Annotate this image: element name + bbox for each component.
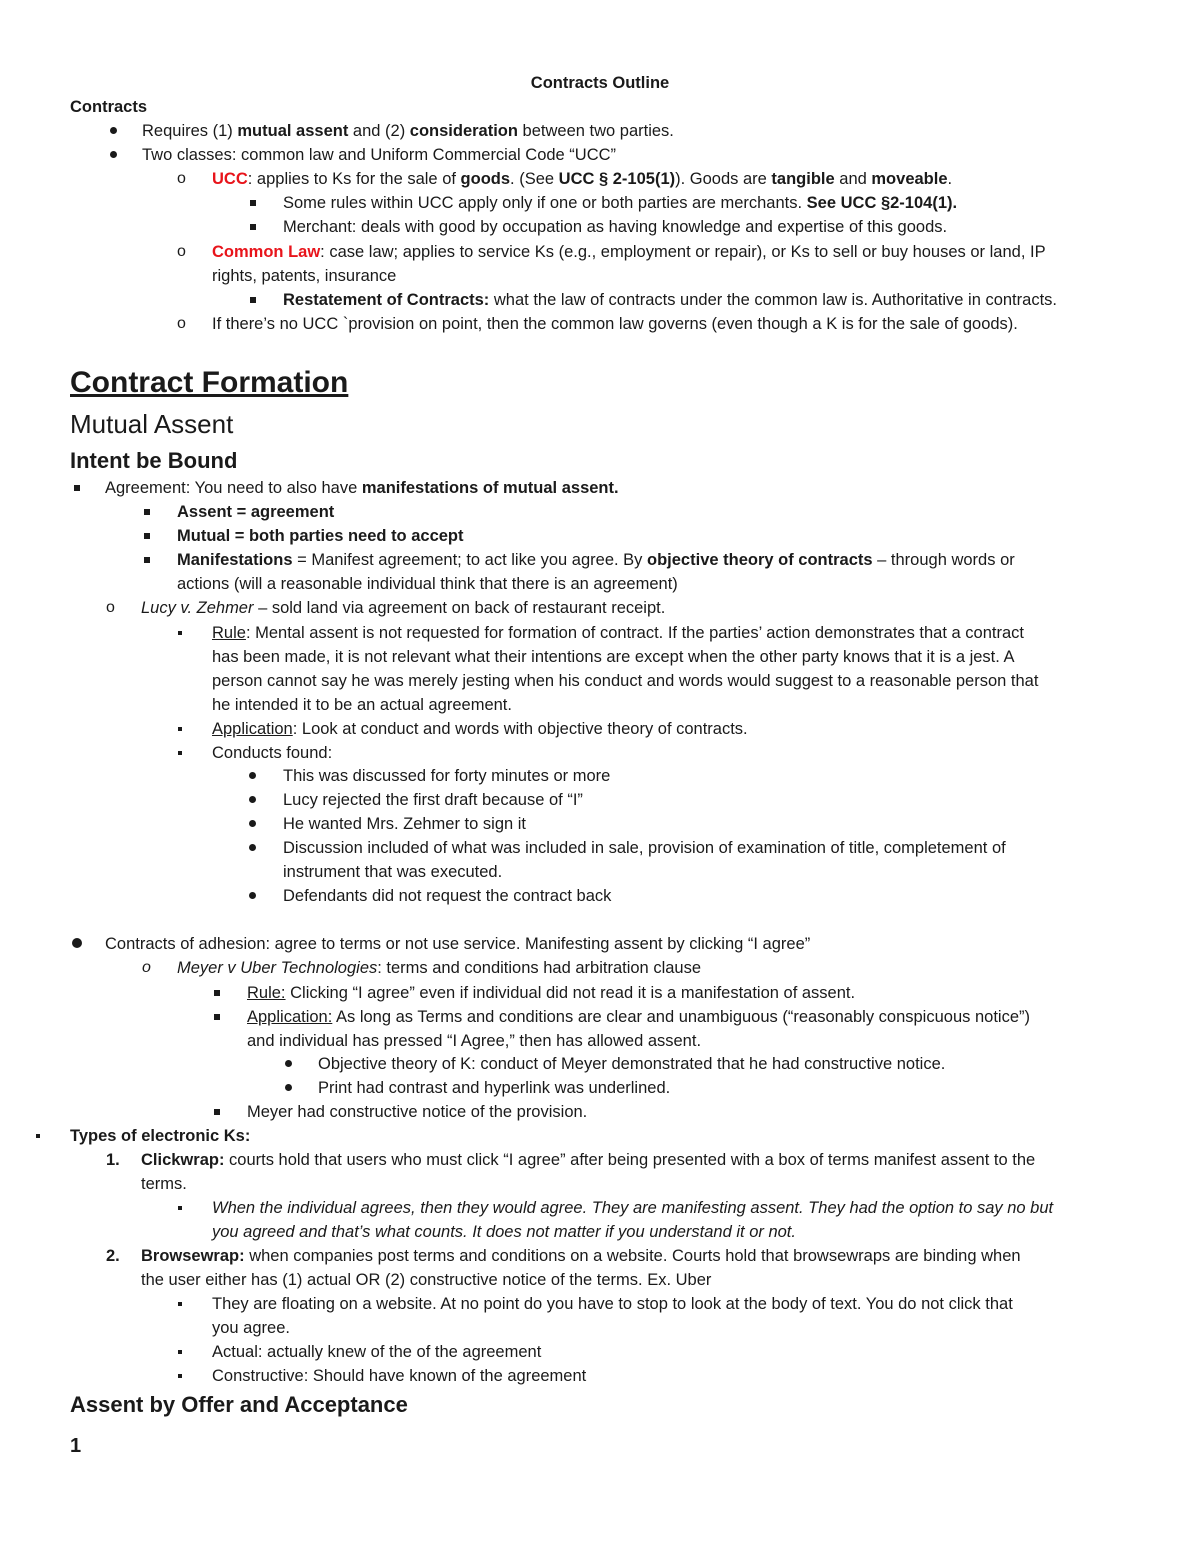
conduct-item: He wanted Mrs. Zehmer to sign it (283, 815, 527, 833)
clickwrap-note-2: you agreed and that’s what counts. It does not matter if you understand it or not. (212, 1223, 796, 1241)
square-bullet-icon (74, 485, 80, 491)
square-bullet-icon (250, 297, 256, 303)
tiny-bullet-icon (178, 727, 182, 731)
tiny-bullet-icon (178, 1374, 182, 1378)
bullet-icon (249, 820, 256, 827)
tiny-bullet-icon (178, 751, 182, 755)
bullet-icon (110, 151, 117, 158)
conducts-found-line: Conducts found: (212, 744, 333, 762)
conduct-item: Discussion included of what was included in sale, provision of examination of title, completement of (283, 839, 1006, 857)
floating-line-1: They are floating on a website. At no point do you have to stop to look at the body of text. You do not click that (212, 1295, 1013, 1313)
common-law-line: Common Law: case law; applies to service Ks (e.g., employment or repair), or Ks to sell or buy houses or land, IP (212, 243, 1046, 261)
browsewrap-line-2: the user either has (1) actual OR (2) constructive notice of the terms. Ex. Uber (141, 1271, 712, 1289)
lucy-case-line: Lucy v. Zehmer – sold land via agreement on back of restaurant receipt. (141, 599, 666, 617)
bullet-icon (285, 1060, 292, 1067)
clickwrap-line: Clickwrap: courts hold that users who must click “I agree” after being presented with a box of terms manifest assent to the (141, 1151, 1036, 1169)
bullet-icon (249, 892, 256, 899)
page-number: 1 (70, 1435, 82, 1457)
section-heading-contracts: Contracts (70, 98, 148, 116)
circle-bullet-icon: o (177, 243, 186, 260)
conduct-item-continued: instrument that was executed. (283, 863, 503, 881)
meyer-application-line-2: and individual has pressed “I Agree,” then has allowed assent. (247, 1032, 702, 1050)
bullet-icon (72, 938, 82, 948)
bullet-icon (249, 796, 256, 803)
manifestations-line-2: actions (will a reasonable individual think that there is an agreement) (177, 575, 678, 593)
browsewrap-line: Browsewrap: when companies post terms and conditions on a website. Courts hold that browsewraps are binding when (141, 1247, 1021, 1265)
lucy-rule-line-3: person cannot say he was merely jesting when his conduct and words would suggest to a reasonable person that (212, 672, 1039, 690)
conduct-item: Defendants did not request the contract back (283, 887, 612, 905)
circle-bullet-icon: o (177, 315, 186, 332)
circle-bullet-icon: o (142, 959, 151, 976)
page-title: Contracts Outline (530, 74, 670, 92)
lucy-rule-line-1: Rule: Mental assent is not requested for formation of contract. If the parties’ action demonstrates that a contract (212, 624, 1024, 642)
meyer-case-line: Meyer v Uber Technologies: terms and conditions had arbitration clause (177, 959, 702, 977)
square-bullet-icon (250, 224, 256, 230)
mutual-definition: Mutual = both parties need to accept (177, 527, 464, 545)
restatement-line: Restatement of Contracts: what the law of contracts under the common law is. Authoritative in contracts. (283, 291, 1057, 309)
tiny-bullet-icon (178, 1350, 182, 1354)
heading-intent-be-bound: Intent be Bound (70, 448, 238, 473)
objective-theory-line: Objective theory of K: conduct of Meyer demonstrated that he had constructive notice. (318, 1055, 946, 1073)
floating-line-2: you agree. (212, 1319, 290, 1337)
meyer-rule-line: Rule: Clicking “I agree” even if individual did not read it is a manifestation of assent. (247, 984, 856, 1002)
circle-bullet-icon: o (177, 170, 186, 187)
tiny-bullet-icon (178, 1206, 182, 1210)
clickwrap-line-2: terms. (141, 1175, 187, 1193)
agreement-line: Agreement: You need to also have manifestations of mutual assent. (105, 479, 619, 497)
square-bullet-icon (144, 533, 150, 539)
square-bullet-icon (144, 557, 150, 563)
manifestations-line: Manifestations = Manifest agreement; to act like you agree. By objective theory of contracts – through words or (177, 551, 1015, 569)
ucc-line: UCC: applies to Ks for the sale of goods. (See UCC § 2-105(1)). Goods are tangible and moveable. (212, 170, 953, 188)
tiny-bullet-icon (36, 1134, 40, 1138)
square-bullet-icon (250, 200, 256, 206)
actual-notice-line: Actual: actually knew of the of the agreement (212, 1343, 542, 1361)
heading-offer-acceptance: Assent by Offer and Acceptance (70, 1392, 408, 1417)
lucy-rule-line-2: has been made, it is not relevant what their intentions are except when the other party knows that it is a jest. A (212, 648, 1015, 666)
square-bullet-icon (144, 509, 150, 515)
tiny-bullet-icon (178, 1302, 182, 1306)
print-contrast-line: Print had contrast and hyperlink was underlined. (318, 1079, 671, 1097)
conduct-item: This was discussed for forty minutes or more (283, 767, 611, 785)
adhesion-line: Contracts of adhesion: agree to terms or not use service. Manifesting assent by clicking “I agree” (105, 935, 811, 953)
square-bullet-icon (214, 990, 220, 996)
bullet-icon (249, 772, 256, 779)
merchant-definition: Merchant: deals with good by occupation as having knowledge and expertise of this goods. (283, 218, 948, 236)
types-electronic-line: Types of electronic Ks: (70, 1127, 251, 1145)
requires-line: Requires (1) mutual assent and (2) consideration between two parties. (142, 122, 674, 140)
clickwrap-note-1: When the individual agrees, then they would agree. They are manifesting assent. They had the option to say no but (212, 1199, 1054, 1217)
heading-contract-formation: Contract Formation (70, 366, 349, 399)
assent-definition: Assent = agreement (177, 503, 335, 521)
common-law-line-2: rights, patents, insurance (212, 267, 397, 285)
conduct-item: Lucy rejected the first draft because of “I” (283, 791, 583, 809)
list-number: 2. (106, 1247, 120, 1265)
square-bullet-icon (214, 1014, 220, 1020)
lucy-application-line: Application: Look at conduct and words with objective theory of contracts. (212, 720, 748, 738)
bullet-icon (249, 844, 256, 851)
list-number: 1. (106, 1151, 120, 1169)
meyer-notice-line: Meyer had constructive notice of the provision. (247, 1103, 588, 1121)
bullet-icon (285, 1084, 292, 1091)
square-bullet-icon (214, 1109, 220, 1115)
two-classes-line: Two classes: common law and Uniform Commercial Code “UCC” (142, 146, 617, 164)
no-ucc-provision-line: If there’s no UCC `provision on point, then the common law governs (even though a K is for the sale of goods). (212, 315, 1018, 333)
constructive-notice-line: Constructive: Should have known of the agreement (212, 1367, 587, 1385)
meyer-application-line-1: Application: As long as Terms and conditions are clear and unambiguous (“reasonably conspicuous notice”) (247, 1008, 1030, 1026)
tiny-bullet-icon (178, 631, 182, 635)
ucc-merchants-line: Some rules within UCC apply only if one or both parties are merchants. See UCC §2-104(1). (283, 194, 958, 212)
heading-mutual-assent: Mutual Assent (70, 409, 234, 439)
bullet-icon (110, 127, 117, 134)
circle-bullet-icon: o (106, 599, 115, 616)
lucy-rule-line-4: he intended it to be an actual agreement. (212, 696, 512, 714)
